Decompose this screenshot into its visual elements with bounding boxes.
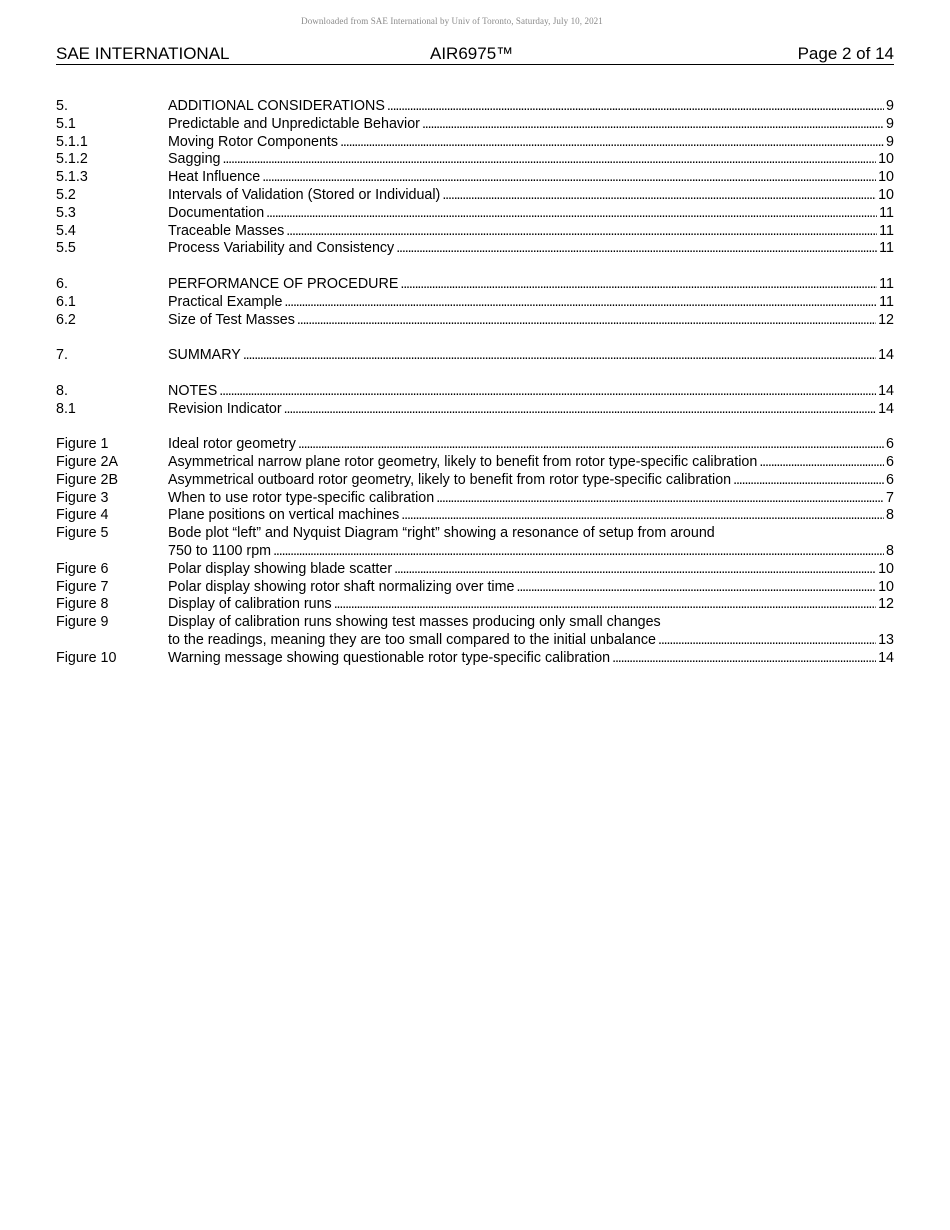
toc-entry[interactable] — [56, 151, 894, 169]
figure-title: 750 to 1100 rpm — [168, 542, 272, 559]
dot-leader — [442, 187, 876, 205]
figure-number: Figure 1 — [56, 436, 109, 453]
toc-entry-number: 6. — [56, 275, 68, 292]
figure-entry[interactable] — [56, 525, 894, 561]
toc-entry-page: 11 — [879, 275, 894, 292]
figure-title: to the readings, meaning they are too small compared to the initial unbalance — [168, 631, 656, 648]
toc-entry-number: 8.1 — [56, 400, 76, 417]
toc-entry-title: NOTES — [168, 382, 218, 399]
figure-number: Figure 8 — [56, 596, 109, 613]
figure-entry[interactable] — [56, 579, 894, 597]
publisher-name: SAE INTERNATIONAL — [56, 44, 230, 63]
list-of-figures — [56, 436, 894, 667]
dot-leader — [759, 454, 884, 472]
figure-number: Figure 5 — [56, 525, 109, 542]
dot-leader — [612, 650, 876, 668]
figure-title-line-1: Bode plot “left” and Nyquist Diagram “right” showing a resonance of setup from around — [168, 525, 715, 542]
figure-page: 6 — [886, 436, 894, 453]
toc-entry-title: Intervals of Validation (Stored or Individual) — [168, 186, 441, 203]
figure-page: 8 — [886, 507, 894, 524]
dot-leader — [422, 116, 884, 134]
page-header — [56, 44, 894, 65]
toc-entry-page: 14 — [878, 400, 894, 417]
dot-leader — [658, 632, 876, 650]
dot-leader — [516, 579, 876, 597]
toc-entry-number: 5.1 — [56, 115, 76, 132]
dot-leader — [396, 240, 877, 258]
download-watermark: Downloaded from SAE International by Univ of Toronto, Saturday, July 10, 2021 — [301, 16, 603, 26]
toc-entry-page: 14 — [878, 382, 894, 399]
figure-entry[interactable] — [56, 472, 894, 490]
toc-entry-page: 11 — [879, 240, 894, 257]
figure-entry[interactable] — [56, 561, 894, 579]
toc-entry-page: 9 — [886, 133, 894, 150]
toc-entry-page: 11 — [879, 222, 894, 239]
figure-number: Figure 4 — [56, 507, 109, 524]
toc-entry-title: PERFORMANCE OF PROCEDURE — [168, 275, 399, 292]
dot-leader — [284, 401, 876, 419]
toc-entry[interactable] — [56, 276, 894, 294]
document-number: AIR6975™ — [430, 44, 514, 63]
figure-number: Figure 3 — [56, 489, 109, 506]
dot-leader — [401, 507, 884, 525]
toc-entry-page: 12 — [878, 311, 894, 328]
dot-leader — [243, 347, 876, 365]
figure-title: Polar display showing rotor shaft normalizing over time — [168, 578, 515, 595]
figure-entry[interactable] — [56, 436, 894, 454]
toc-entry-title: Heat Influence — [168, 169, 261, 186]
toc-entry-page: 11 — [879, 204, 894, 221]
dot-leader — [273, 543, 884, 561]
toc-entry[interactable] — [56, 223, 894, 241]
figure-entry[interactable] — [56, 507, 894, 525]
figure-entry[interactable] — [56, 454, 894, 472]
toc-entry-title: Predictable and Unpredictable Behavior — [168, 115, 420, 132]
figure-title: Polar display showing blade scatter — [168, 560, 393, 577]
toc-entry-number: 7. — [56, 347, 68, 364]
dot-leader — [394, 561, 876, 579]
toc-entry[interactable] — [56, 187, 894, 205]
toc-entry-number: 5.1.3 — [56, 169, 88, 186]
figure-page: 10 — [878, 578, 894, 595]
toc-entry-title: Moving Rotor Components — [168, 133, 339, 150]
toc-entry-title: Size of Test Masses — [168, 311, 295, 328]
figure-page: 10 — [878, 560, 894, 577]
toc-entry-number: 5.5 — [56, 240, 76, 257]
toc-entry[interactable] — [56, 205, 894, 223]
figure-page: 13 — [878, 631, 894, 648]
toc-entry-number: 6.1 — [56, 293, 76, 310]
figure-page: 14 — [878, 649, 894, 666]
toc-entry[interactable] — [56, 169, 894, 187]
dot-leader — [262, 169, 876, 187]
toc-section-5 — [56, 98, 894, 258]
figure-title: Plane positions on vertical machines — [168, 507, 400, 524]
figure-number: Figure 7 — [56, 578, 109, 595]
dot-leader — [400, 276, 877, 294]
figure-entry[interactable] — [56, 596, 894, 614]
figure-entry[interactable] — [56, 650, 894, 668]
toc-entry-number: 5.1.2 — [56, 151, 88, 168]
toc-entry-page: 14 — [878, 347, 894, 364]
toc-entry[interactable] — [56, 312, 894, 330]
toc-entry-title: Process Variability and Consistency — [168, 240, 395, 257]
toc-entry-number: 5. — [56, 98, 68, 114]
toc-entry-page: 10 — [878, 169, 894, 186]
dot-leader — [387, 98, 884, 116]
toc-entry-title: SUMMARY — [168, 347, 241, 364]
toc-entry-page: 10 — [878, 151, 894, 168]
figure-number: Figure 6 — [56, 560, 109, 577]
toc-entry-title: Sagging — [168, 151, 221, 168]
figure-page: 6 — [886, 453, 894, 470]
toc-entry-number: 5.3 — [56, 204, 76, 221]
figure-page: 8 — [886, 542, 894, 559]
toc-entry[interactable] — [56, 134, 894, 152]
figure-number: Figure 10 — [56, 649, 117, 666]
dot-leader — [284, 294, 877, 312]
toc-entry-page: 9 — [886, 98, 894, 114]
dot-leader — [297, 312, 876, 330]
toc-entry[interactable] — [56, 116, 894, 134]
figure-title: Warning message showing questionable rotor type-specific calibration — [168, 649, 611, 666]
toc-entry-title: Documentation — [168, 204, 265, 221]
dot-leader — [219, 383, 876, 401]
figure-title: Asymmetrical outboard rotor geometry, likely to benefit from rotor type-specific calibration — [168, 471, 732, 488]
figure-title: Ideal rotor geometry — [168, 436, 296, 453]
figure-title: Display of calibration runs — [168, 596, 332, 613]
dot-leader — [334, 596, 876, 614]
dot-leader — [733, 472, 884, 490]
toc-entry-title: Revision Indicator — [168, 400, 282, 417]
toc-entry-title: Traceable Masses — [168, 222, 285, 239]
toc-entry-page: 10 — [878, 186, 894, 203]
toc-entry-title: ADDITIONAL CONSIDERATIONS — [168, 98, 385, 114]
figure-entry[interactable] — [56, 490, 894, 508]
dot-leader — [286, 223, 877, 241]
dot-leader — [222, 151, 876, 169]
toc-section-7 — [56, 347, 894, 365]
table-of-contents — [56, 98, 894, 685]
toc-entry-page: 9 — [886, 115, 894, 132]
toc-section-8 — [56, 383, 894, 419]
figure-entry[interactable] — [56, 614, 894, 650]
dot-leader — [340, 134, 884, 152]
toc-entry-number: 6.2 — [56, 311, 76, 328]
toc-entry-number: 5.1.1 — [56, 133, 88, 150]
toc-entry[interactable] — [56, 98, 894, 116]
figure-page: 12 — [878, 596, 894, 613]
figure-title-line-1: Display of calibration runs showing test masses producing only small changes — [168, 614, 661, 631]
toc-entry-number: 5.4 — [56, 222, 76, 239]
figure-page: 6 — [886, 471, 894, 488]
figure-number: Figure 2A — [56, 453, 118, 470]
figure-number: Figure 9 — [56, 614, 109, 631]
toc-entry-number: 5.2 — [56, 186, 76, 203]
dot-leader — [266, 205, 877, 223]
toc-entry[interactable] — [56, 294, 894, 312]
toc-section-6 — [56, 276, 894, 329]
page-number: Page 2 of 14 — [797, 44, 894, 63]
dot-leader — [436, 490, 884, 508]
toc-entry-page: 11 — [879, 293, 894, 310]
figure-title: Asymmetrical narrow plane rotor geometry, likely to benefit from rotor type-specific calibration — [168, 453, 758, 470]
toc-entry[interactable] — [56, 347, 894, 365]
toc-entry[interactable] — [56, 401, 894, 419]
toc-entry-title: Practical Example — [168, 293, 283, 310]
figure-page: 7 — [886, 489, 894, 506]
toc-entry[interactable] — [56, 240, 894, 258]
figure-title: When to use rotor type-specific calibration — [168, 489, 435, 506]
dot-leader — [298, 436, 884, 454]
figure-number: Figure 2B — [56, 471, 118, 488]
toc-entry-number: 8. — [56, 382, 68, 399]
toc-entry[interactable] — [56, 383, 894, 401]
